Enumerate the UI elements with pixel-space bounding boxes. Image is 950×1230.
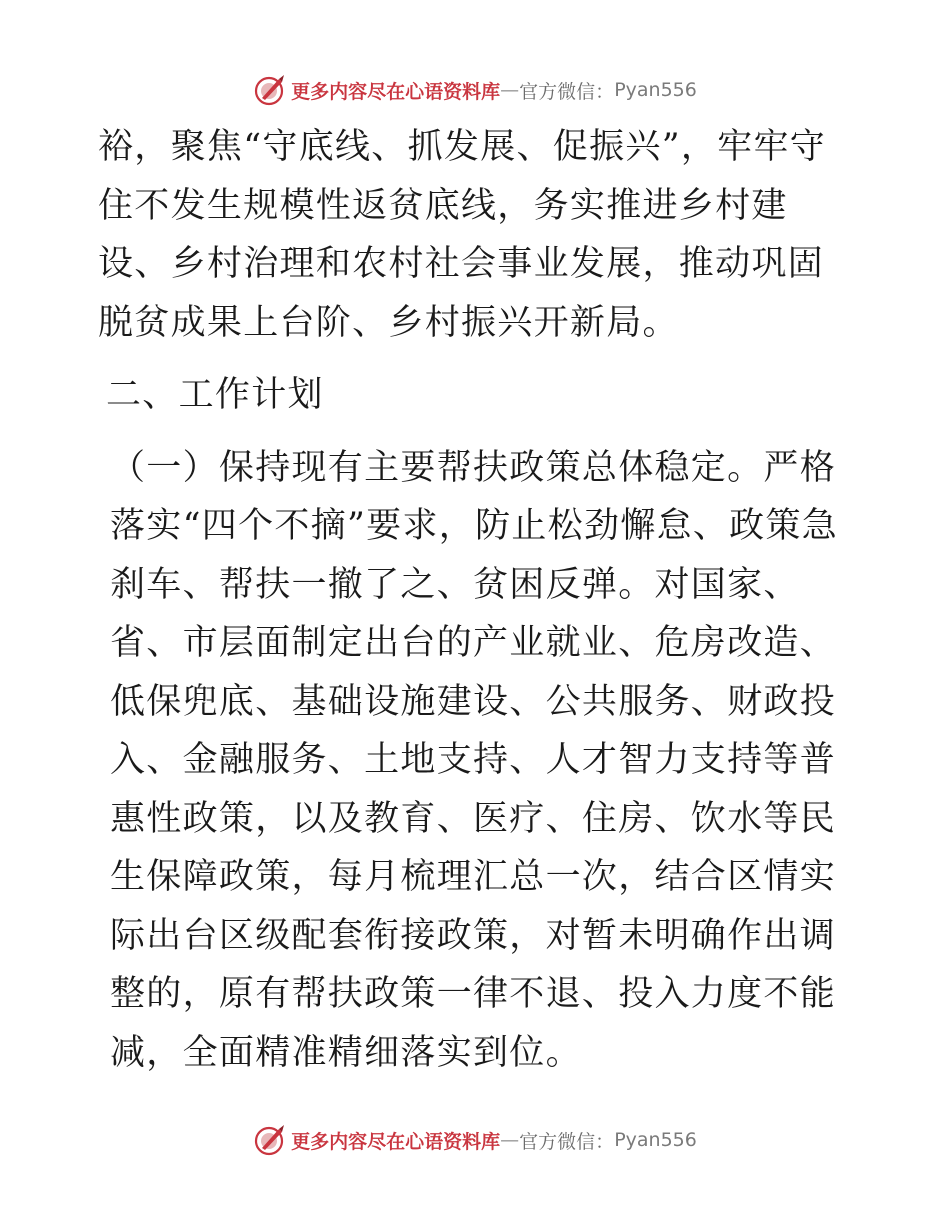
header-watermark-banner — [0, 70, 950, 110]
paragraph-intro: 裕，聚焦“守底线、抓发展、促振兴”，牢牢守住不发生规模性返贫底线，务实推进乡村建设、乡村治理和农村社会事业发展，推动巩固脱贫成果上台阶、乡村振兴开新局。 — [98, 127, 827, 343]
document-body — [98, 118, 858, 1082]
banner-wechat-id: Pyan556 — [614, 79, 697, 101]
quill-seal-icon — [253, 1123, 287, 1157]
footer-watermark-banner — [0, 1120, 950, 1160]
banner-wechat-id: Pyan556 — [614, 1129, 697, 1151]
paragraph-policy: （一）保持现有主要帮扶政策总体稳定。严格落实“四个不摘”要求，防止松劲懈怠、政策急刹车、帮扶一撤了之、贫困反弹。对国家、省、市层面制定出台的产业就业、危房改造、低保兜底、基础设施建设、公共服务、财政投入、金融服务、土地支持、人才智力支持等普惠性政策，以及教育、医疗、住房、饮水等民生保障政策，每月梳理汇总一次，结合区情实际出台区级配套衔接政策，对暂未明确作出调整的，原有帮扶政策一律不退、投入力度不能减，全面精准精细落实到位。 — [110, 447, 839, 1073]
quill-seal-icon — [253, 73, 287, 107]
banner-main-text: 更多内容尽在心语资料库 — [291, 80, 501, 103]
banner-label: 官方微信： — [519, 1130, 615, 1153]
banner-dash: — — [500, 1129, 520, 1151]
banner-label: 官方微信： — [519, 80, 615, 103]
banner-main-text: 更多内容尽在心语资料库 — [291, 1130, 501, 1153]
section-heading: 二、工作计划 — [106, 375, 324, 415]
banner-dash: — — [500, 79, 520, 101]
